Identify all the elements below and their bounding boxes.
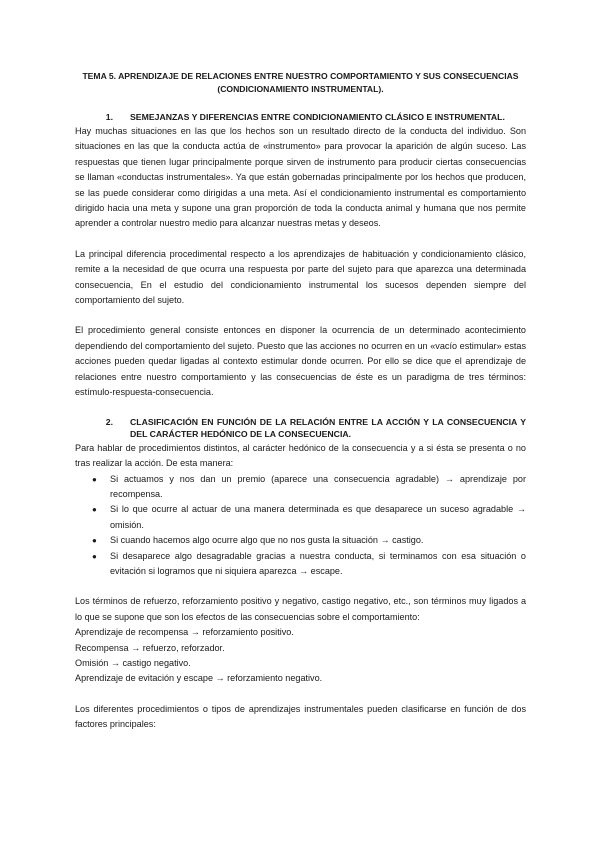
- list-item: [75, 549, 526, 580]
- section-2-final-paragraph: Los diferentes procedimientos o tipos de aprendizajes instrumentales pueden clasificarse en función de dos factores principales:: [75, 703, 526, 730]
- section-2-terms-paragraph: Los términos de refuerzo, reforzamiento positivo y negativo, castigo negativo, etc., son términos muy ligados a lo que se supone que son los efectos de las consecuencias sobre el comportamiento:: [75, 596, 526, 622]
- section-2-title: CLASIFICACIÓN EN FUNCIÓN DE LA RELACIÓN ENTRE LA ACCIÓN Y LA CONSECUENCIA Y DEL CARÁCTER HEDÓNICO DE LA CONSECUENCIA.: [130, 416, 526, 440]
- section-1-paragraph-2: La principal diferencia procedimental respecto a los aprendizajes de habituación y condicionamiento clásico, remite a la necesidad de que ocurra una respuesta por parte del sujeto para que aparezca una determinada consecuencia, En el estudio del condicionamiento instrumental los sucesos dependen siempre del comportamiento del sujeto.: [75, 248, 526, 306]
- title-line-2: (CONDICIONAMIENTO INSTRUMENTAL).: [217, 84, 384, 95]
- list-item-text: Si desaparece algo desagradable gracias a nuestra conducta, si terminamos con esa situación o evitación si logramos que ni siquiera aparezca → escape.: [110, 550, 526, 576]
- term-line: Aprendizaje de evitación y escape → reforzamiento negativo.: [75, 673, 323, 684]
- bullet-icon: ●: [92, 505, 97, 515]
- consequence-list: [75, 472, 526, 580]
- list-item-text: Si lo que ocurre al actuar de una manera determinada es que desaparece un suceso agradable → omisión.: [110, 504, 526, 530]
- section-1-title: SEMEJANZAS Y DIFERENCIAS ENTRE CONDICIONAMIENTO CLÁSICO E INSTRUMENTAL.: [130, 112, 505, 123]
- section-2-intro: Para hablar de procedimientos distintos, al carácter hedónico de la consecuencia y a si ésta se presenta o no tras realizar la acción. De esta manera:: [75, 442, 526, 469]
- list-item-text: Si cuando hacemos algo ocurre algo que no nos gusta la situación → castigo.: [110, 535, 424, 546]
- bullet-icon: ●: [92, 536, 97, 546]
- section-2-number: 2.: [105, 416, 113, 427]
- list-item: [75, 502, 526, 533]
- section-2-heading: [75, 416, 526, 441]
- list-item-text: Si actuamos y nos dan un premio (aparece una consecuencia agradable) → aprendizaje por recompensa.: [110, 473, 526, 499]
- document-page: [75, 70, 526, 733]
- bullet-icon: ●: [92, 551, 97, 561]
- section-1-paragraph-3: El procedimiento general consiste entonces en disponer la ocurrencia de un determinado acontecimiento dependiendo del comportamiento del sujeto. Puesto que las acciones no ocurren en un «vacío estimular» estas acciones pueden quedar ligadas al contexto estimular donde ocurren. Por ello se dice que el aprendizaje de relaciones entre nuestro comportamiento y las consecuencias de éste es un paradigma de tres términos: estímulo-respuesta-consecuencia.: [75, 325, 526, 398]
- term-line: Omisión → castigo negativo.: [75, 657, 191, 668]
- bullet-icon: ●: [92, 474, 97, 484]
- section-1-number: 1.: [105, 112, 113, 123]
- list-item: [75, 472, 526, 503]
- term-line: Recompensa → refuerzo, reforzador.: [75, 642, 225, 653]
- document-title: [75, 70, 526, 96]
- section-1-heading: [75, 111, 526, 124]
- title-line-1: TEMA 5. APRENDIZAJE DE RELACIONES ENTRE NUESTRO COMPORTAMIENTO Y SUS CONSECUENCIAS: [82, 71, 519, 81]
- term-line: Aprendizaje de recompensa → reforzamiento positivo.: [75, 627, 294, 638]
- list-item: [75, 533, 526, 548]
- section-1-paragraph-1: Hay muchas situaciones en las que los hechos son un resultado directo de la conducta del individuo. Son situaciones en las que la conducta actúa de «instrumento» para provocar la aparición de algún suceso. Las respuestas que tienen lugar principalmente porque sirven de instrumento para producir ciertas consecuencias se llaman «conductas instrumentales». Ya que están gobernadas principalmente por los hechos que producen, se las puede considerar como dirigidas a una meta. Así el condicionamiento instrumental es comportamiento dirigido hacia una meta y supone una gran proporción de toda la conducta animal y humana que nos permite aprender a controlar nuestro medio para alcanzar nuestras metas y deseos.: [75, 126, 526, 229]
